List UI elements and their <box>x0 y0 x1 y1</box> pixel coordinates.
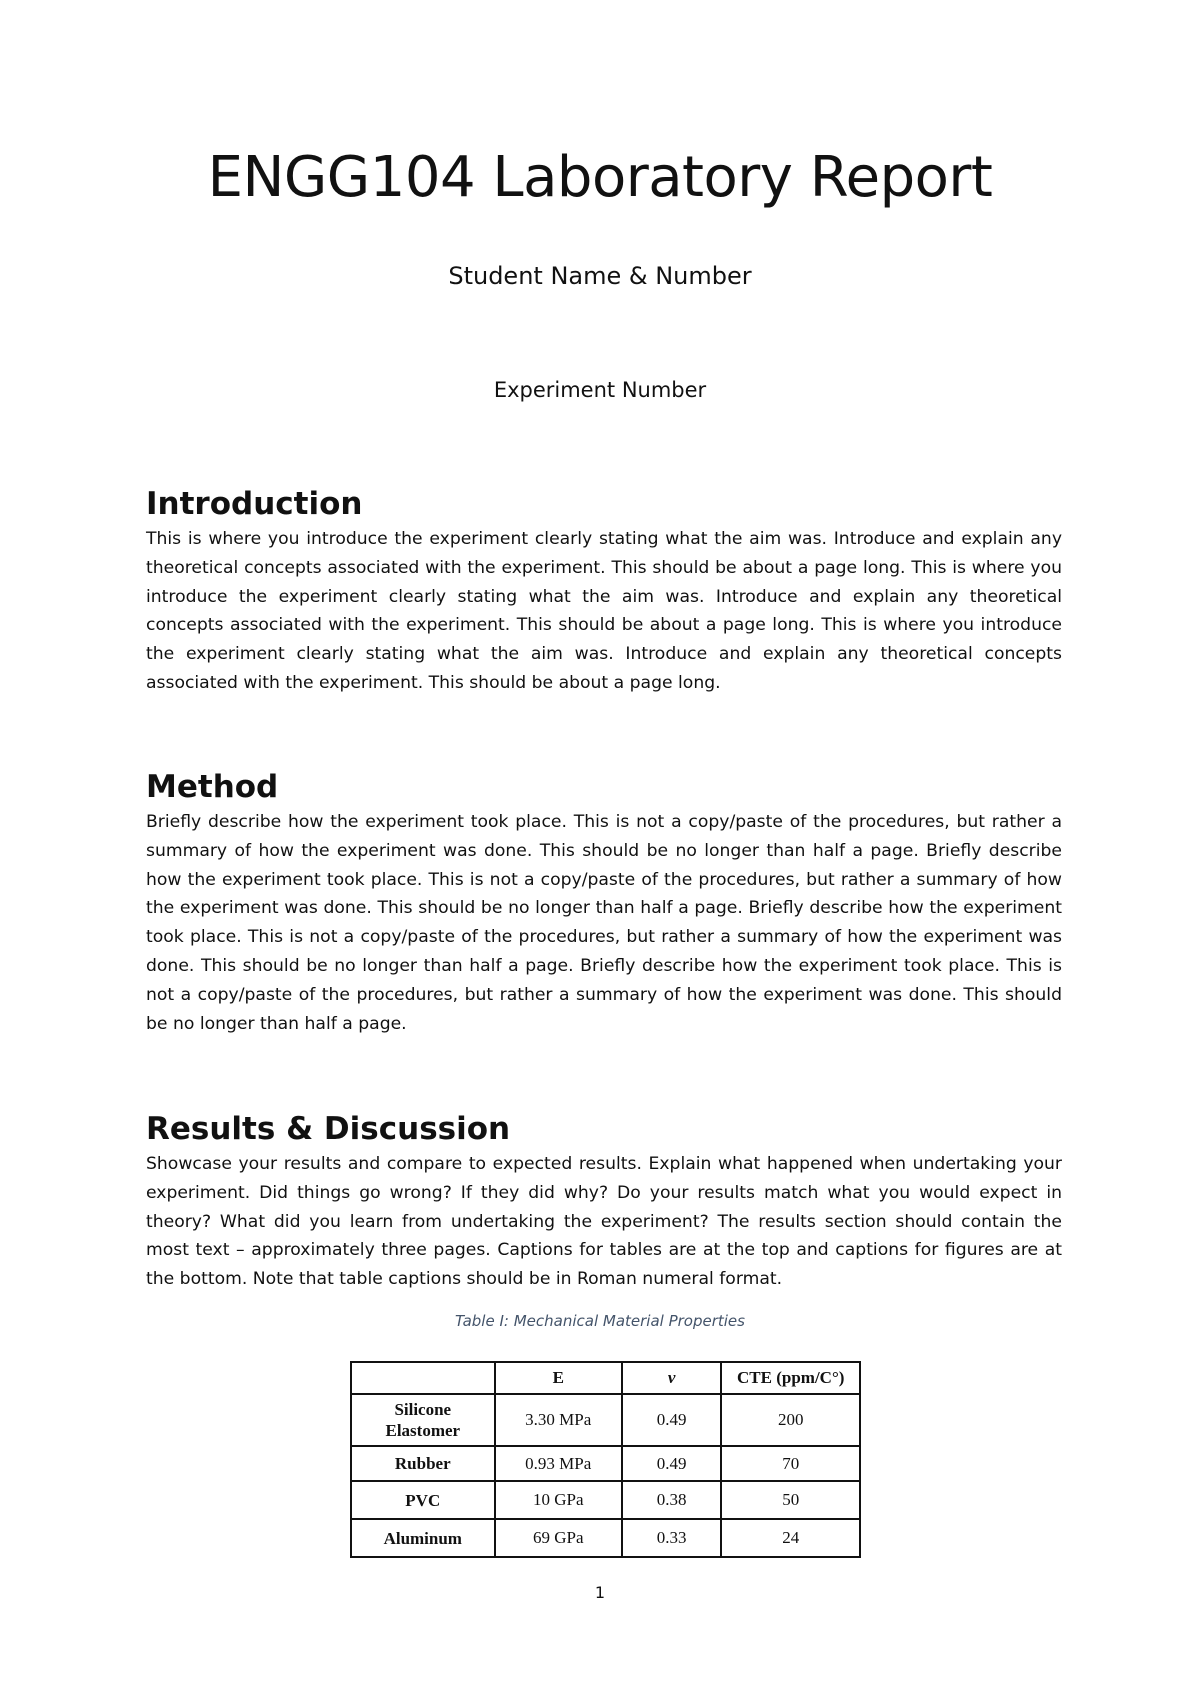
method-section <box>146 768 1062 1038</box>
experiment-number: Experiment Number <box>493 378 707 402</box>
cell-v: 0.33 <box>622 1519 722 1557</box>
material-properties-table <box>350 1361 861 1558</box>
results-section <box>146 1110 1062 1294</box>
introduction-heading: Introduction <box>146 486 363 522</box>
page-number: 1 <box>594 1583 606 1602</box>
header-e: E <box>495 1362 622 1394</box>
header-blank <box>351 1362 495 1394</box>
cell-e: 0.93 MPa <box>495 1446 622 1481</box>
table-row <box>351 1519 860 1557</box>
report-title: ENGG104 Laboratory Report <box>207 145 993 210</box>
cell-cte: 70 <box>721 1446 860 1481</box>
table-row <box>351 1394 860 1446</box>
row-material: Aluminum <box>351 1519 495 1557</box>
cell-cte: 24 <box>721 1519 860 1557</box>
table-row <box>351 1481 860 1519</box>
introduction-section <box>146 485 1062 698</box>
results-heading: Results & Discussion <box>146 1111 511 1147</box>
row-material: PVC <box>351 1481 495 1519</box>
header-cte: CTE (ppm/C°) <box>721 1362 860 1394</box>
cell-e: 10 GPa <box>495 1481 622 1519</box>
introduction-body: This is where you introduce the experiment clearly stating what the aim was. Introduce and explain any theoretical concepts associated with the experiment. This should be about a page long. This is where you introduce the experiment clearly stating what the aim was. Introduce and explain any theoretical concepts associated with the experiment. This should be about a page long. This is where you introduce the experiment clearly stating what the aim was. Introduce and explain any theoretical concepts associated with the experiment. This should be about a page long. <box>146 529 1062 693</box>
results-body: Showcase your results and compare to expected results. Explain what happened when undertaking your experiment. Did things go wrong? If they did why? Do your results match what you would expect in theory? What did you learn from undertaking the experiment? The results section should contain the most text – approximately three pages. Captions for tables are at the top and captions for figures are at the bottom. Note that table captions should be in Roman numeral format. <box>146 1154 1062 1290</box>
table-row <box>351 1446 860 1481</box>
cell-e: 69 GPa <box>495 1519 622 1557</box>
cell-v: 0.49 <box>622 1446 722 1481</box>
cell-cte: 50 <box>721 1481 860 1519</box>
cell-v: 0.38 <box>622 1481 722 1519</box>
header-v: v <box>622 1362 722 1394</box>
student-name-number: Student Name & Number <box>448 262 752 290</box>
cell-v: 0.49 <box>622 1394 722 1446</box>
row-material: Rubber <box>351 1446 495 1481</box>
cell-cte: 200 <box>721 1394 860 1446</box>
table-caption: Table I: Mechanical Material Properties <box>455 1312 745 1330</box>
table-header-row <box>351 1362 860 1394</box>
cell-e: 3.30 MPa <box>495 1394 622 1446</box>
method-heading: Method <box>146 769 279 805</box>
row-material: Silicone Elastomer <box>351 1394 495 1446</box>
method-body: Briefly describe how the experiment took place. This is not a copy/paste of the procedures, but rather a summary of how the experiment was done. This should be no longer than half a page. Briefly describe how the experiment took place. This is not a copy/paste of the procedures, but rather a summary of how the experiment was done. This should be no longer than half a page. Briefly describe how the experiment took place. This is not a copy/paste of the procedures, but rather a summary of how the experiment was done. This should be no longer than half a page. Briefly describe how the experiment took place. This is not a copy/paste of the procedures, but rather a summary of how the experiment was done. This should be no longer than half a page. <box>146 812 1062 1034</box>
